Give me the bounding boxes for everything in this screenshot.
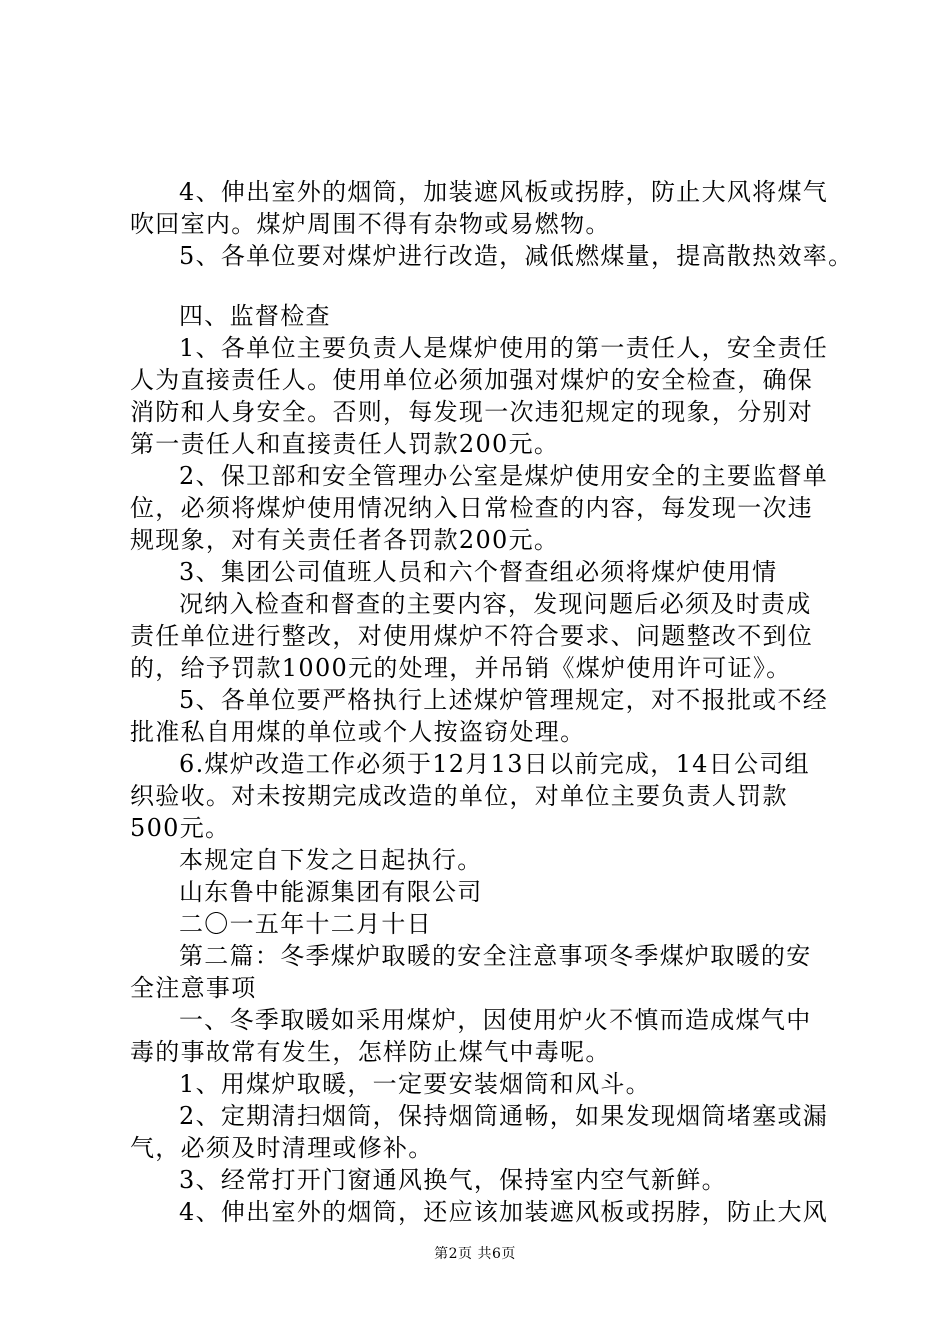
text-line: 织验收。对未按期完成改造的单位，对单位主要负责人罚款 xyxy=(130,782,788,810)
text-line: 规现象，对有关责任者各罚款200元。 xyxy=(130,526,560,554)
page-number-footer: 第2页 共6页 xyxy=(434,1246,516,1262)
signature-date: 二〇一五年十二月十日 xyxy=(179,910,432,938)
text-line: 3、集团公司值班人员和六个督查组必须将煤炉使用情 xyxy=(179,558,778,586)
text-line: 吹回室内。煤炉周围不得有杂物或易燃物。 xyxy=(130,210,611,238)
chapter-heading: 第二篇：冬季煤炉取暖的安全注意事项冬季煤炉取暖的安 xyxy=(179,942,812,970)
text-line: 本规定自下发之日起执行。 xyxy=(179,846,483,874)
text-line: 6.煤炉改造工作必须于12月13日以前完成，14日公司组 xyxy=(179,750,810,778)
text-line: 4、伸出室外的烟筒，还应该加装遮风板或拐脖，防止大风 xyxy=(179,1198,829,1226)
text-line: 毒的事故常有发生，怎样防止煤气中毒呢。 xyxy=(130,1038,611,1066)
signature-organization: 山东鲁中能源集团有限公司 xyxy=(179,878,483,906)
text-line: 1、各单位主要负责人是煤炉使用的第一责任人，安全责任 xyxy=(179,334,829,362)
text-line: 5、各单位要严格执行上述煤炉管理规定，对不报批或不经 xyxy=(179,686,829,714)
text-line: 1、用煤炉取暖，一定要安装烟筒和风斗。 xyxy=(179,1070,651,1098)
chapter-heading-continued: 全注意事项 xyxy=(130,974,257,1002)
text-line: 5、各单位要对煤炉进行改造，减低燃煤量，提高散热效率。 xyxy=(179,242,854,270)
text-line: 一、冬季取暖如采用煤炉，因使用炉火不慎而造成煤气中 xyxy=(179,1006,812,1034)
text-line: 位，必须将煤炉使用情况纳入日常检查的内容，每发现一次违 xyxy=(130,494,814,522)
text-line: 责任单位进行整改，对使用煤炉不符合要求、问题整改不到位 xyxy=(130,622,814,650)
text-line: 3、经常打开门窗通风换气，保持室内空气新鲜。 xyxy=(179,1166,727,1194)
text-line: 批准私自用煤的单位或个人按盗窃处理。 xyxy=(130,718,586,746)
text-line: 4、伸出室外的烟筒，加装遮风板或拐脖，防止大风将煤气 xyxy=(179,178,829,206)
text-line: 500元。 xyxy=(130,814,231,842)
text-line: 2、定期清扫烟筒，保持烟筒通畅，如果发现烟筒堵塞或漏 xyxy=(179,1102,829,1130)
text-line: 气，必须及时清理或修补。 xyxy=(130,1134,434,1162)
text-line: 况纳入检查和督查的主要内容，发现问题后必须及时责成 xyxy=(179,590,812,618)
text-line: 第一责任人和直接责任人罚款200元。 xyxy=(130,430,560,458)
section-heading: 四、监督检查 xyxy=(179,302,331,330)
text-line: 2、保卫部和安全管理办公室是煤炉使用安全的主要监督单 xyxy=(179,462,829,490)
text-line: 消防和人身安全。否则，每发现一次违犯规定的现象，分别对 xyxy=(130,398,814,426)
text-line: 人为直接责任人。使用单位必须加强对煤炉的安全检查，确保 xyxy=(130,366,814,394)
text-line: 的，给予罚款1000元的处理，并吊销《煤炉使用许可证》。 xyxy=(130,654,792,682)
